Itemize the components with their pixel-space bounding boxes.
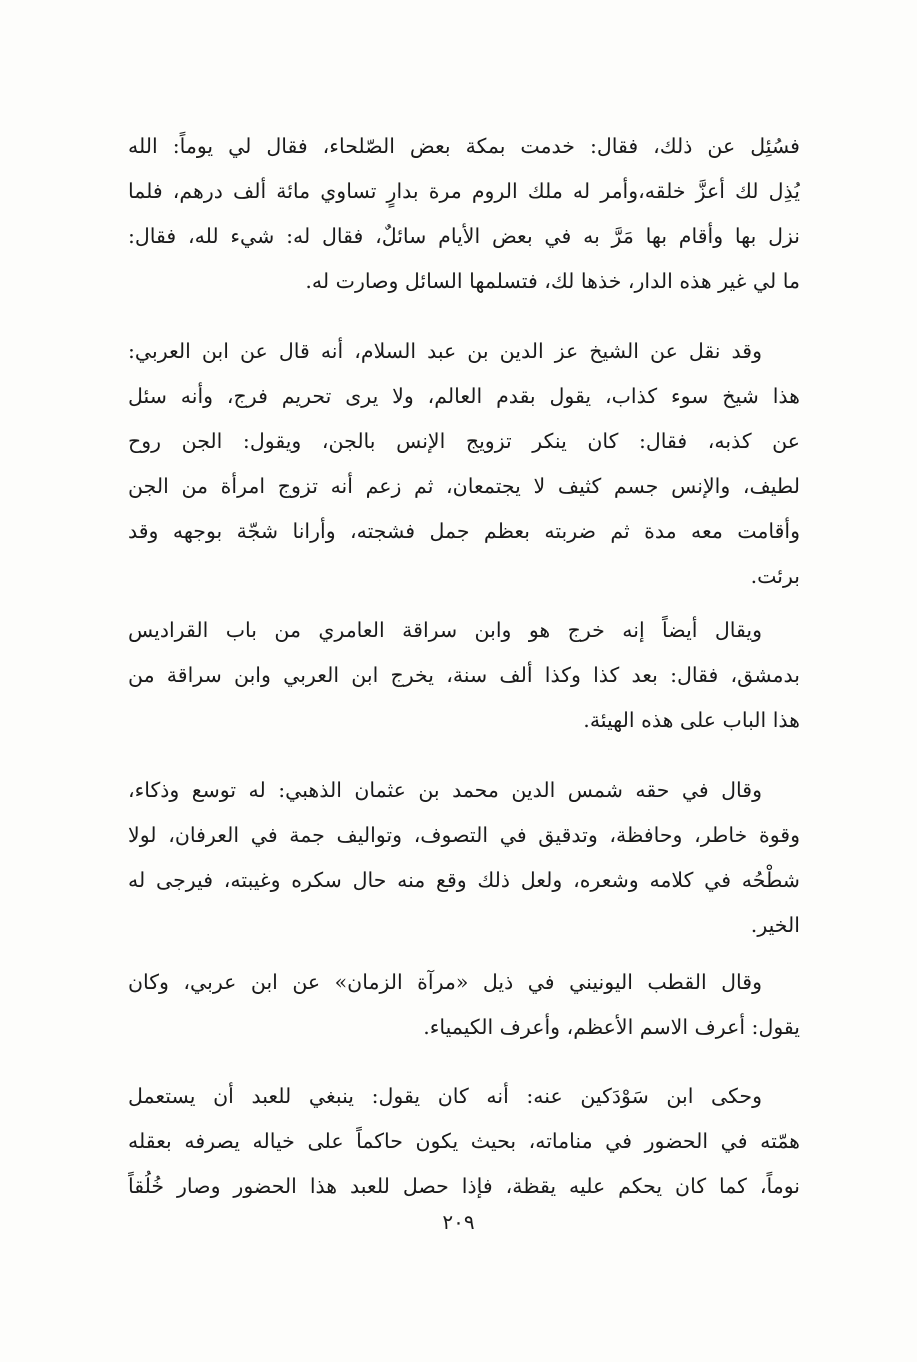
paragraph-4 <box>128 768 800 948</box>
text-line: شطْحُه في كلامه وشعره، ولعل ذلك وقع منه حال سكره وغيبته، فيرجى له <box>128 868 800 892</box>
text-line: وقد نقل عن الشيخ عز الدين بن عبد السلام، أنه قال عن ابن العربي: <box>128 339 762 363</box>
text-line: برئت. <box>750 564 800 588</box>
text-line: يقول: أعرف الاسم الأعظم، وأعرف الكيمياء. <box>423 1015 800 1039</box>
text-line: عن كذبه، فقال: كان ينكر تزويج الإنس بالجن، ويقول: الجن روح <box>128 429 800 453</box>
text-line: نوماً، كما كان يحكم عليه يقظة، فإذا حصل للعبد هذا الحضور وصار خُلُقاً <box>128 1174 800 1198</box>
paragraph-6 <box>128 1074 800 1209</box>
paragraph-1 <box>128 124 800 304</box>
text-line: هذا الباب على هذه الهيئة. <box>583 708 800 732</box>
paragraph-3 <box>128 608 800 743</box>
page-number: ٢٠٩ <box>442 1210 475 1234</box>
text-line: لطيف، والإنس جسم كثيف لا يجتمعان، ثم زعم أنه تزوج امرأة من الجن <box>128 474 800 498</box>
paragraph-5 <box>128 960 800 1050</box>
text-line: هذا شيخ سوء كذاب، يقول بقدم العالم، ولا يرى تحريم فرج، وأنه سئل <box>128 384 800 408</box>
text-line: وقال القطب اليونيني في ذيل «مرآة الزمان» عن ابن عربي، وكان <box>128 970 762 994</box>
text-line: نزل بها وأقام بها مَرَّ به في بعض الأيام سائلٌ، فقال له: شيء لله، فقال: <box>128 224 800 248</box>
text-line: همّته في الحضور في مناماته، بحيث يكون حاكماً على خياله يصرفه بعقله <box>128 1129 800 1153</box>
text-line: الخير. <box>750 913 800 937</box>
text-line: وحكى ابن سَوْدَكين عنه: أنه كان يقول: ينبغي للعبد أن يستعمل <box>128 1084 762 1108</box>
text-line: وقال في حقه شمس الدين محمد بن عثمان الذهبي: له توسع وذكاء، <box>128 778 762 802</box>
text-line: بدمشق، فقال: بعد كذا وكذا ألف سنة، يخرج ابن العربي وابن سراقة من <box>128 663 800 687</box>
book-page <box>128 118 800 1268</box>
paragraph-2 <box>128 329 800 599</box>
text-line: وقوة خاطر، وحافظة، وتدقيق في التصوف، وتواليف جمة في العرفان، لولا <box>128 823 800 847</box>
text-line: ويقال أيضاً إنه خرج هو وابن سراقة العامري من باب القراديس <box>128 618 762 642</box>
text-line: يُذِل لك أعزَّ خلقه،وأمر له ملك الروم مرة بدارٍ تساوي مائة ألف درهم، فلما <box>128 179 800 203</box>
text-line: ما لي غير هذه الدار، خذها لك، فتسلمها السائل وصارت له. <box>305 269 800 293</box>
text-line: وأقامت معه مدة ثم ضربته بعظم جمل فشجته، وأرانا شجّة بوجهه وقد <box>128 519 800 543</box>
text-line: فسُئِل عن ذلك، فقال: خدمت بمكة بعض الصّلحاء، فقال لي يوماً: الله <box>128 134 800 158</box>
